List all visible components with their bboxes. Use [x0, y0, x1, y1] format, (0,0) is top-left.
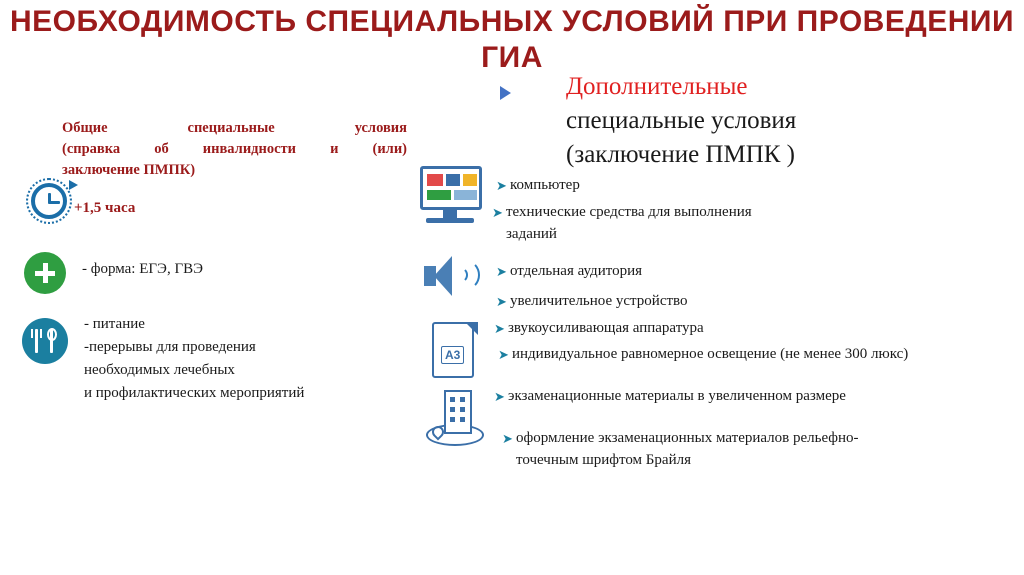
monitor-screen	[420, 166, 482, 210]
list-item-label: отдельная аудитория	[510, 263, 643, 279]
speaker-wave-large	[452, 260, 480, 290]
bullet-marker-icon: ➤	[496, 178, 507, 193]
clock-face	[31, 183, 67, 219]
a3-size-label: А3	[441, 346, 464, 364]
list-item-label: увеличительное устройство	[510, 293, 688, 309]
building-window	[450, 397, 455, 402]
speaker-icon	[424, 254, 480, 300]
right-heading-line-2: специальные условия	[566, 107, 797, 134]
list-item-label: звукоусиливающая аппаратура	[508, 320, 704, 336]
building-window	[460, 417, 465, 422]
plus-icon	[24, 252, 66, 294]
left-heading-line-1: Общие специальные условия	[62, 120, 407, 136]
list-item-label: оформление экзаменационных материалов рельефно- точечным шрифтом Брайля	[516, 430, 859, 468]
arrow-marker-icon	[500, 86, 511, 100]
spoon-icon	[50, 329, 53, 353]
page-title: НЕОБХОДИМОСТЬ СПЕЦИАЛЬНЫХ УСЛОВИЙ ПРИ ПРОВЕДЕНИИ ГИА	[9, 5, 1015, 74]
building-window	[460, 397, 465, 402]
screen-block-5	[454, 190, 477, 200]
left-heading-line-2: (справка об инвалидности и (или)	[62, 141, 407, 157]
right-heading-line-3: (заключение ПМПК )	[566, 141, 796, 168]
list-item	[502, 427, 916, 471]
food-line-3: необходимых лечебных	[84, 362, 235, 378]
monitor-stand	[443, 210, 457, 218]
list-item	[494, 317, 838, 339]
list-item	[498, 343, 932, 365]
bullet-marker-icon: ➤	[494, 321, 505, 336]
food-line-1: - питание	[84, 316, 145, 332]
list-item-label: экзаменационные материалы в увеличенном размере	[508, 388, 846, 404]
exam-form-label: - форма: ЕГЭ, ГВЭ	[82, 261, 204, 277]
building-window	[460, 407, 465, 412]
bullet-marker-icon: ➤	[496, 294, 507, 309]
food-line-4: и профилактических мероприятий	[84, 385, 305, 401]
fork-icon	[35, 329, 38, 353]
right-column-heading	[566, 70, 1006, 172]
bullet-marker-icon: ➤	[494, 389, 505, 404]
monitor-base	[426, 218, 474, 223]
computer-icon	[414, 166, 486, 228]
nutrition-breaks-text	[84, 313, 414, 405]
building-window	[450, 417, 455, 422]
list-item	[496, 174, 760, 196]
list-item-label: технические средства для выполнения заданий	[506, 204, 752, 242]
list-item	[496, 260, 790, 282]
list-item-label: индивидуальное равномерное освещение (не менее 300 люкс)	[512, 346, 909, 362]
extra-time-label: +1,5 часа	[74, 200, 136, 216]
bullet-marker-icon: ➤	[496, 264, 507, 279]
screen-block-2	[446, 174, 460, 186]
screen-block-1	[427, 174, 443, 186]
right-heading-line-1: Дополнительные	[566, 73, 748, 100]
bullet-marker-icon: ➤	[502, 431, 513, 446]
food-line-2: -перерывы для проведения	[84, 339, 256, 355]
clock-icon	[26, 178, 72, 224]
speaker-cone	[434, 256, 452, 296]
building-location-icon	[418, 390, 490, 448]
a3-paper-icon	[432, 322, 478, 382]
bullet-marker-icon: ➤	[498, 347, 509, 362]
building-tower	[444, 390, 472, 434]
paper-fold	[465, 322, 478, 335]
list-item	[496, 290, 810, 312]
list-item	[494, 385, 908, 407]
screen-block-3	[463, 174, 477, 186]
clock-arrow-icon	[69, 180, 78, 190]
building-window	[450, 407, 455, 412]
left-heading-line-3: заключение ПМПК)	[62, 162, 196, 178]
screen-block-4	[427, 190, 451, 200]
list-item-label: компьютер	[510, 177, 580, 193]
bullet-marker-icon: ➤	[492, 205, 503, 220]
cutlery-icon	[22, 318, 68, 364]
left-column-heading	[62, 118, 407, 181]
list-item	[492, 201, 776, 245]
